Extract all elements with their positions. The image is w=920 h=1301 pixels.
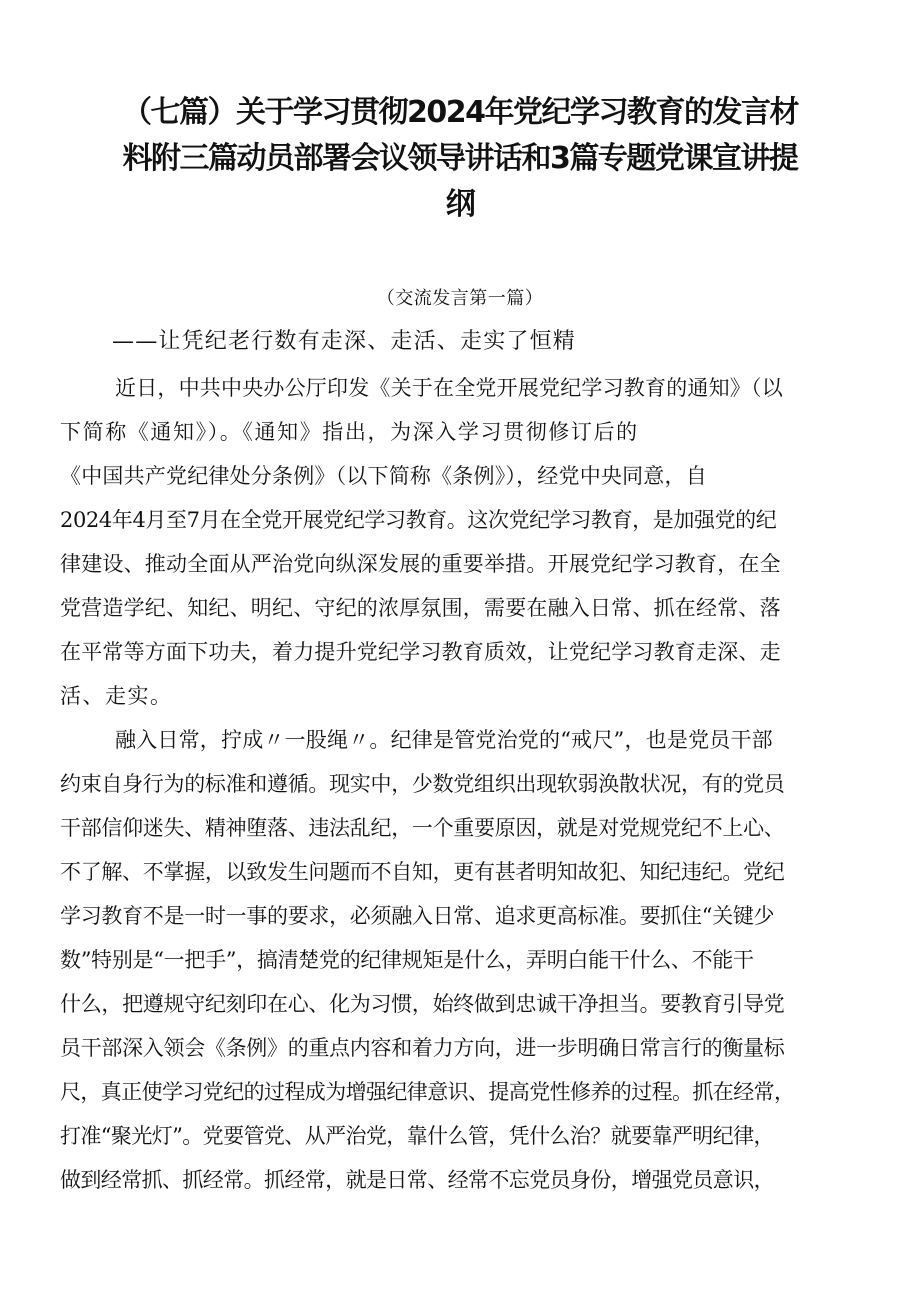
- document-title-line-1: （七篇）关于学习贯彻2024年党纪学习教育的发言材: [122, 95, 798, 130]
- article-subtitle: ——让凭纪老行数有走深、走活、走实了恒精: [112, 329, 577, 354]
- section-label: （交流发言第一篇）: [376, 288, 544, 309]
- paragraph-2-line: 数”特别是“一把手”，搞清楚党的纪律规矩是什么，弄明白能干什么、不能干: [60, 948, 754, 972]
- paragraph-2-line: 干部信仰迷失、精神堕落、违法乱纪，一个重要原因，就是对党规党纪不上心、: [60, 816, 785, 840]
- paragraph-1-line: 律建设、推动全面从严治党向纵深发展的重要举措。开展党纪学习教育，在全: [60, 552, 781, 576]
- paragraph-1-line: 在平常等方面下功夫，着力提升党纪学习教育质效，让党纪学习教育走深、走: [60, 640, 781, 664]
- paragraph-1-line: 2024年4月至7月在全党开展党纪学习教育。这次党纪学习教育，是加强党的纪: [60, 508, 777, 532]
- paragraph-2-line: 打准“聚光灯”。党要管党、从严治党，靠什么管，凭什么治？就要靠严明纪律，: [60, 1124, 774, 1148]
- document-title-line-2: 料附三篇动员部署会议领导讲话和3篇专题党课宣讲提: [122, 141, 798, 176]
- paragraph-2-line: 员干部深入领会《条例》的重点内容和着力方向，进一步明确日常言行的衡量标: [60, 1036, 785, 1060]
- paragraph-1-line: 下简称《通知》）。《通知》指出，为深入学习贯彻修订后的: [60, 420, 639, 444]
- paragraph-1-line: 党营造学纪、知纪、明纪、守纪的浓厚氛围，需要在融入日常、抓在经常、落: [60, 596, 781, 620]
- paragraph-1-line: 活、走实。: [60, 684, 173, 708]
- paragraph-2-line: 约束自身行为的标准和遵循。现实中，少数党组织出现软弱涣散状况，有的党员: [60, 772, 785, 796]
- paragraph-2-line: 融入日常，拧成〃一股绳〃。纪律是管党治党的“戒尺”，也是党员干部: [115, 728, 773, 752]
- paragraph-1-line: 近日，中共中央办公厅印发《关于在全党开展党纪学习教育的通知》（以: [115, 376, 783, 400]
- paragraph-2-line: 尺，真正使学习党纪的过程成为增强纪律意识、提高党性修养的过程。抓在经常，: [60, 1080, 795, 1104]
- paragraph-1-line: 《中国共产党纪律处分条例》（以下简称《条例》），经党中央同意，自: [60, 464, 707, 488]
- document-title-line-3: 纲: [445, 187, 475, 222]
- paragraph-2-line: 做到经常抓、抓经常。抓经常，就是日常、经常不忘党员身份，增强党员意识，: [60, 1168, 774, 1192]
- paragraph-2-line: 学习教育不是一时一事的要求，必须融入日常、追求更高标准。要抓住“关键少: [60, 904, 775, 928]
- paragraph-2-line: 什么，把遵规守纪刻印在心、化为习惯，始终做到忠诚干净担当。要教育引导党: [60, 992, 785, 1016]
- paragraph-2-line: 不了解、不掌握，以致发生问题而不自知，更有甚者明知故犯、知纪违纪。党纪: [60, 860, 785, 884]
